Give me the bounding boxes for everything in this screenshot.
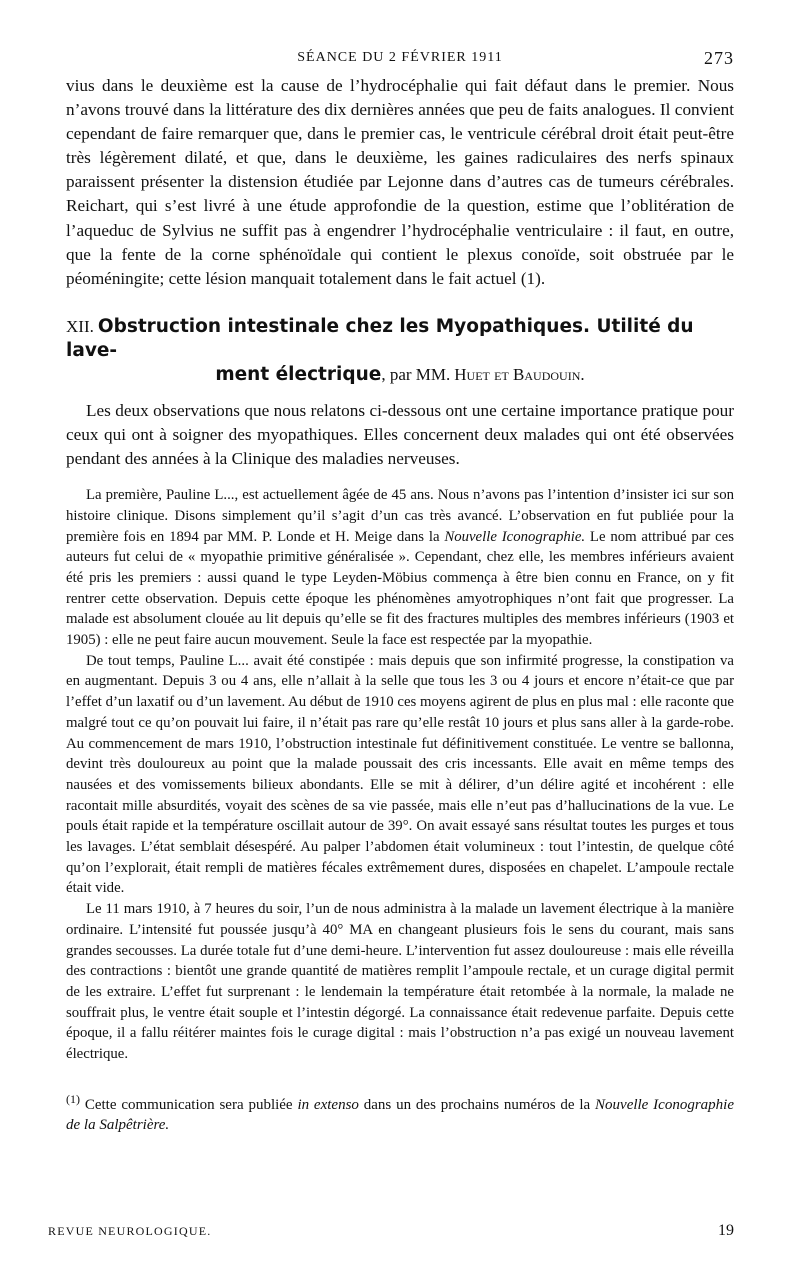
running-header	[66, 44, 734, 74]
section-heading	[66, 315, 734, 387]
section-title-part1: Obstruction intestinale chez les Myopathiques. Utilité du lave-	[66, 315, 694, 361]
footnote-text-a: Cette communication sera publiée	[80, 1096, 298, 1113]
page-number: 273	[704, 48, 734, 68]
footnote-mark: (1)	[66, 1091, 80, 1106]
footnote-journal: Nouvelle Iconographie de la Salpêtrière.	[66, 1096, 734, 1133]
signature-mark: 19	[718, 1222, 734, 1239]
section-heading-line2	[66, 363, 734, 387]
section-number: XII.	[66, 316, 94, 336]
continuation-paragraph: vius dans le deuxième est la cause de l’hydrocéphalie qui fait défaut dans le premier. Nous n’avons trouvé dans la littérature des dix dernières années que peu de faits analogues. Il convient cependant de faire remarquer que, dans le premier cas, le ventricule cérébral droit était peut-être très légèrement dilaté, et que, dans le deuxième, les gaines radiculaires des nerfs spinaux paraissent présenter la distension étudiée par Lejonne dans d’autres cas de tumeurs cérébrales. Reichart, qui s’est livré à une étude approfondie de la question, estime que l’oblitération de l’aqueduc de Sylvius ne suffit pas à engendrer l’hydrocéphalie ventriculaire : il faut, en outre, que la fente de la corne sphénoïdale qui contient le plexus conoïde, soit obstruée par le péoméningite; cette lésion manquait totalement dans le fait actuel (1).	[66, 76, 734, 288]
section-byline: , par MM.	[381, 364, 451, 384]
running-title: SÉANCE DU 2 FÉVRIER 1911	[297, 50, 503, 65]
section-authors: Huet et Baudouin.	[454, 364, 585, 384]
section-title-part2: ment électrique	[215, 363, 382, 385]
case-paragraph-3: Le 11 mars 1910, à 7 heures du soir, l’un de nous administra à la malade un lavement électrique à la manière ordinaire. L’intensité fut poussée jusqu’à 40° MA en changeant plusieurs fois le sens du courant, mais sans grandes secousses. La durée totale fut d’une demi-heure. L’intervention fut assez douloureuse : mais elle réveilla des contractions : bientôt une grande quantité de matières remplit l’ampoule rectale, et un curage digital permit de les extraire. L’effet fut surprenant : le lendemain la température était retombée à la normale, la malade ne souffrait plus, le ventre était souple et l’intestin dégorgé. La connaissance était redevenue parfaite. Depuis cette époque, il a fallu réitérer maintes fois le curage digital : mais l’obstruction n’a pas exigé un nouveau lavement électrique.	[66, 901, 734, 1063]
footnote-em: in extenso	[297, 1096, 359, 1113]
case-paragraph-1	[66, 485, 734, 651]
case-report	[66, 485, 734, 1065]
footnote-text-b: dans un des prochains numéros de la	[358, 1096, 596, 1113]
document-page	[66, 44, 734, 1135]
intro-paragraph: Les deux observations que nous relatons ci-dessous ont une certaine importance pratique pour ceux qui ont à soigner des myopathiques. Elles concernent deux malades qui ont été observées pendant des années à la Clinique des maladies nerveuses.	[66, 400, 734, 469]
case-paragraph-1-a: La première, Pauline L..., est actuellement âgée de 45 ans. Nous n’avons pas l’intention d’insister ici sur son histoire clinique. Disons simplement qu’il s’agit d’un cas très avancé. L’observation en fut publiée pour la première fois en 1894 par MM. P. Londe et H. Meige dans la	[66, 487, 734, 545]
case-paragraph-2: De tout temps, Pauline L... avait été constipée : mais depuis que son infirmité progresse, la constipation va en augmentant. Depuis 3 ou 4 ans, elle n’allait à la selle que tous les 3 ou 4 jours et encore n’était-ce que par l’effet d’un laxatif ou d’un lavement. Au début de 1910 ces moyens agirent de plus en plus mal : elle raconte que malgré tout ce qu’on pouvait lui faire, il n’était pas rare qu’elle restât 10 jours et plus sans aller à la garde-robe. Au commencement de mars 1910, l’obstruction intestinale fut définitivement constituée. Le ventre se ballonna, devint très douloureux au point que la malade poussait des cris incessants. Elle avait en même temps des nausées et des vomissements bilieux abondants. Elle se mit à délirer, d’un délire agité et incohérent : elle racontait mille absurdités, voyait des scènes de sa vie passée, mais elle n’eut pas d’hallucinations de la vue. Le pouls était rapide et la température oscillait autour de 39°. On avait essayé sans résultat toutes les purges et tous les lavages. L’état semblait désespéré. Au palper l’abdomen était volumineux : tout l’intestin, de quelque côté qu’on l’explorait, était rempli de matières fécales extrêmement dures, disposées en chapelet. L’ampoule rectale était vide.	[66, 652, 734, 897]
page-footer	[48, 1224, 734, 1239]
journal-title: Nouvelle Iconographie.	[444, 528, 586, 545]
footnote	[66, 1089, 734, 1135]
case-paragraph-1-b: Le nom attribué par ces auteurs fut celui de « myopathie primitive généralisée ». Cependant, chez elle, les membres inférieurs avaient été pris les premiers : aussi quand le type Leyden-Möbius commença à être bien connu en France, on y fit rentrer cette observation. Depuis cette époque les phénomènes amyotrophiques n’ont fait que progresser. La malade est absolument clouée au lit depuis qu’elle se fit des fractures multiples des membres inférieurs (1903 et 1905) : elle ne peut faire aucun mouvement. Seule la face est respectée par la myopathie.	[66, 528, 735, 649]
journal-name: REVUE NEUROLOGIQUE.	[48, 1224, 212, 1238]
